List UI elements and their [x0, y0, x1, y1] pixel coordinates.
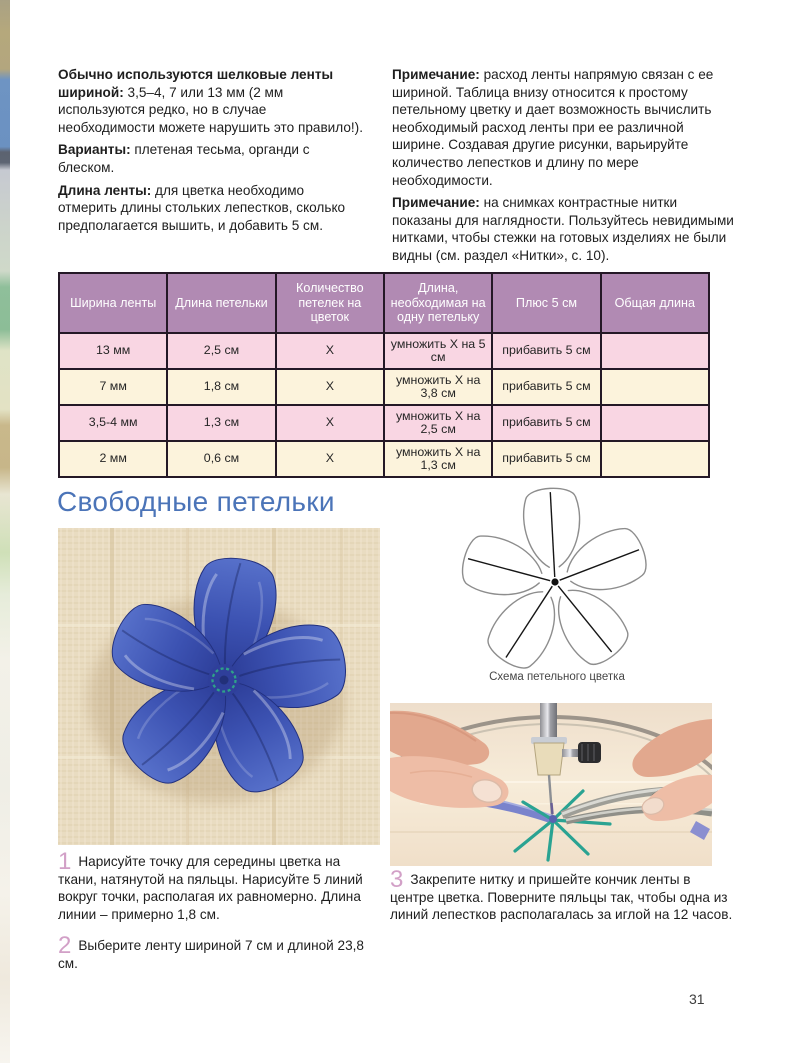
table-cell: 1,3 см	[167, 405, 275, 441]
table-cell: прибавить 5 см	[492, 405, 600, 441]
table-cell	[601, 405, 709, 441]
paragraph-text: расход ленты напрямую связан с ее шириной. Таблица внизу относится к простому петельному цветку и дает возможность вычислить необходимый расход ленты при ее различной ширине. Создавая другие рисунки, варьируйте количество лепестков и длину по мере необходимости.	[392, 67, 714, 188]
table-cell: 7 мм	[59, 369, 167, 405]
step-item	[58, 932, 374, 972]
table-row	[59, 441, 709, 477]
flower-scheme-illustration	[446, 483, 668, 673]
table-cell: умножить Х на 1,3 см	[384, 441, 492, 477]
paragraph-text: 3,5–4, 7 или 13 мм (2 мм используются редко, но в случае необходимости можете нарушить это правило!).	[58, 84, 363, 135]
paragraph-lead: Примечание:	[392, 67, 480, 82]
column-header: Плюс 5 см	[492, 273, 600, 333]
paragraph-text: для цветка необходимо отмерить длины стольких лепестков, сколько предполагается вышить, и добавить 5 см.	[58, 182, 346, 233]
sewing-photo-illustration	[390, 703, 712, 866]
step-text: Нарисуйте точку для середины цветка на ткани, натянутой на пяльцы. Нарисуйте 5 линий вокруг точки, располагая их равномерно. Длина линии – примерно 1,8 см.	[58, 854, 363, 922]
sewing-machine-photo	[390, 703, 712, 866]
step-text: Выберите ленту шириной 7 см и длиной 23,8 см.	[58, 938, 364, 971]
table-row	[59, 405, 709, 441]
table-cell	[601, 333, 709, 369]
intro-left-column	[58, 66, 363, 270]
step-text: Закрепите нитку и пришейте кончик ленты в центре цветка. Поверните пяльцы так, чтобы одна из линий лепестков располагалась за иглой на 12 часов.	[390, 872, 733, 923]
table-cell	[601, 441, 709, 477]
section-title: Свободные петельки	[57, 486, 335, 517]
table-cell: прибавить 5 см	[492, 333, 600, 369]
paragraph-lead: Примечание:	[392, 195, 480, 211]
paragraph-lead: Обычно используются шелковые ленты шириной:	[58, 67, 334, 100]
table-cell: умножить Х на 2,5 см	[384, 405, 492, 441]
table-cell: Х	[276, 369, 384, 405]
table-cell: 2,5 см	[167, 333, 275, 369]
table-cell: 1,8 см	[167, 369, 275, 405]
paragraph	[58, 141, 363, 176]
paragraph	[58, 66, 363, 136]
scheme-caption: Схема петельного цветка	[489, 671, 625, 683]
table-cell	[601, 369, 709, 405]
paragraph	[58, 182, 363, 235]
step-item	[58, 848, 374, 923]
column-header: Длина, необходимая на одну петельку	[384, 273, 492, 333]
table-header-row	[59, 273, 709, 333]
paragraph-text: плетеная тесьма, органди с блеском.	[58, 142, 310, 175]
table-cell: Х	[276, 441, 384, 477]
column-header: Длина петельки	[167, 273, 275, 333]
column-header: Количество петелек на цветок	[276, 273, 384, 333]
ribbon-flower-photo	[58, 528, 380, 845]
table-cell: прибавить 5 см	[492, 369, 600, 405]
intro-right-column	[392, 66, 739, 270]
ribbon-usage-table	[58, 272, 710, 478]
table-row	[59, 369, 709, 405]
paragraph	[392, 66, 739, 189]
ribbon-flower-illustration	[58, 528, 380, 845]
table-cell: Х	[276, 405, 384, 441]
paragraph-lead: Длина ленты:	[58, 182, 152, 198]
page-edge-strip	[0, 0, 10, 1063]
step-number: 1	[58, 848, 72, 875]
table-cell: 13 мм	[59, 333, 167, 369]
steps-left-column	[58, 848, 374, 987]
step-number: 2	[58, 932, 72, 960]
table-cell: 2 мм	[59, 441, 167, 477]
paragraph-text: на снимках контрастные нитки показаны для наглядности. Пользуйтесь невидимыми нитками, чтобы стежки на готовых изделиях не были видны (см. раздел «Нитки», с. 10).	[392, 195, 734, 263]
table-cell: Х	[276, 333, 384, 369]
column-header: Ширина ленты	[59, 273, 167, 333]
paragraph-lead: Варианты:	[58, 142, 131, 158]
table-cell: умножить Х на 5 см	[384, 333, 492, 369]
step-number: 3	[390, 866, 404, 893]
intro-text	[58, 66, 739, 270]
ribbon-usage-table-wrap	[58, 272, 710, 478]
column-header: Общая длина	[601, 273, 709, 333]
flower-scheme-diagram	[446, 483, 668, 673]
table-row	[59, 333, 709, 369]
page-number: 31	[689, 991, 705, 1007]
table-cell: прибавить 5 см	[492, 441, 600, 477]
paragraph	[392, 194, 739, 264]
table-cell: 0,6 см	[167, 441, 275, 477]
table-cell: умножить Х на 3,8 см	[384, 369, 492, 405]
steps-right-column	[390, 866, 738, 938]
step-item	[390, 866, 738, 924]
table-cell: 3,5-4 мм	[59, 405, 167, 441]
